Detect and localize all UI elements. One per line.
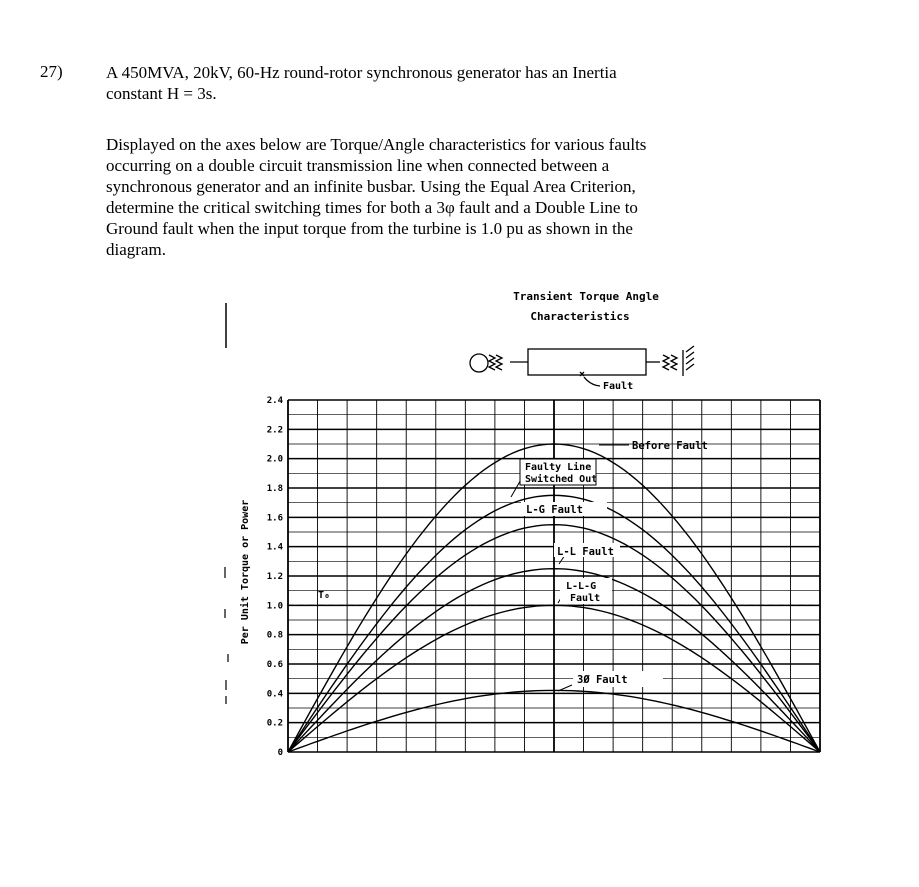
label-faulty-line: Faulty Line [525,462,592,473]
intro-line-1: A 450MVA, 20kV, 60-Hz round-rotor synchronous generator has an Inertia [106,63,617,82]
question-number: 27) [40,62,63,81]
system-schematic [470,346,694,386]
y-tick-label: 1.6 [266,513,283,524]
transformer-reactance-icon [663,355,677,370]
double-circuit-line [528,349,646,375]
intro-line-2: constant H = 3s. [106,84,217,103]
chart-grid [288,400,820,752]
y-tick-label: 0 [277,748,283,758]
label-lg-fault: L-G Fault [526,504,583,516]
y-tick-label: 1.8 [266,484,283,494]
y-axis-label: Per Unit Torque or Power [240,499,251,645]
generator-reactance-icon [489,355,502,370]
y-tick-labels [267,396,284,758]
body-line-2: occurring on a double circuit transmission line when connected between a [106,156,610,175]
y-tick-label: 2.2 [266,425,283,436]
label-switched-out: Switched Out [525,474,598,485]
fault-label: Fault [603,381,634,392]
infinite-bus-icon [683,346,694,376]
y-tick-label: 0.4 [266,689,283,700]
y-tick-label: 1.4 [266,542,283,553]
body-line-1: Displayed on the axes below are Torque/Angle characteristics for various faults [106,135,647,154]
fault-leader-line [584,377,600,386]
label-llg-2: Fault [570,593,601,604]
generator-icon [470,354,488,372]
y-tick-label: 1.0 [266,601,283,612]
body-line-6: diagram. [106,240,166,259]
body-line-4: determine the critical switching times for both a 3φ fault and a Double Line to [106,198,638,217]
y-tick-label: 2.0 [266,454,283,465]
label-llg-1: L-L-G [566,581,597,592]
input-torque-label: T₀ [318,590,331,601]
y-tick-label: 0.2 [266,718,283,729]
y-tick-label: 0.8 [266,630,283,641]
y-tick-label: 1.2 [266,572,283,582]
label-before-fault: Before Fault [632,440,708,452]
y-tick-label: 0.6 [266,660,283,670]
y-tick-label: 2.4 [266,396,283,406]
label-ll-fault: L-L Fault [557,546,614,558]
figure-title-line-2: Characteristics [530,310,630,323]
label-3ph-fault: 3Ø Fault [577,674,628,686]
figure-title-line-1: Transient Torque Angle [513,290,659,303]
body-line-3: synchronous generator and an infinite busbar. Using the Equal Area Criterion, [106,177,636,196]
body-line-5: Ground fault when the input torque from the turbine is 1.0 pu as shown in the [106,219,633,238]
